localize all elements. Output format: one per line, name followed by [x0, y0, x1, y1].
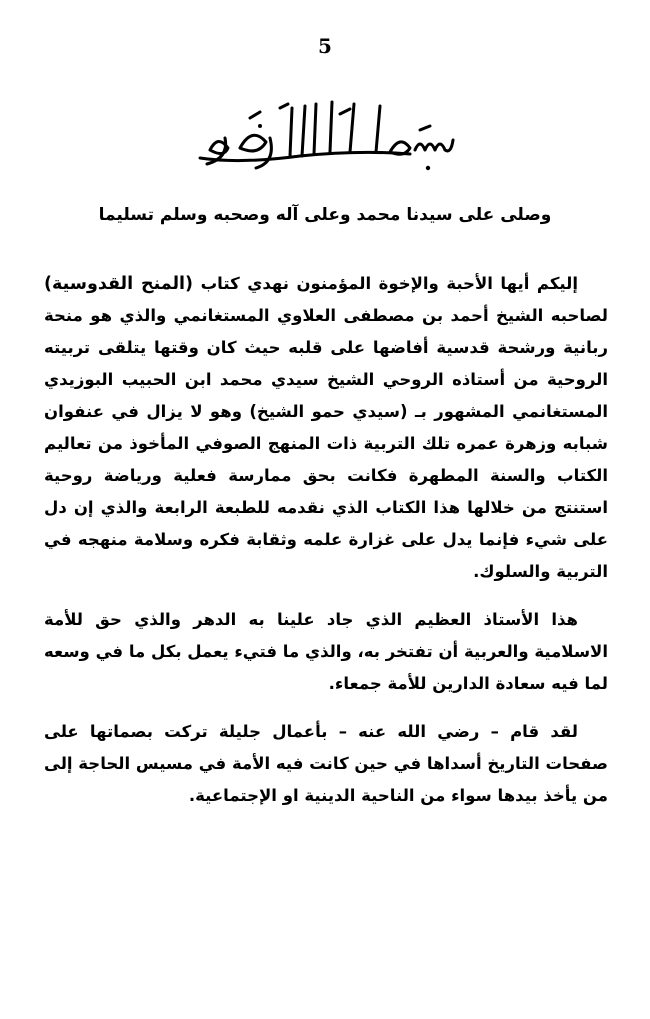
page-number: 5 — [318, 34, 332, 58]
body-text — [44, 268, 608, 828]
paragraph-1-rest: لصاحبه الشيخ أحمد بن مصطفى العلاوي المستغانمي والذي هو منحة ربانية ورشحة قدسية أفاضها على قلبه حيث كان وقتها يتلقى تربيته الروحية من أستاذه الروحي الشيخ سيدي محمد ابن الحبيب البوزيدي المستغانمي المشهور بـ (سيدي حمو الشيخ) وهو لا يزال في عنفوان شبابه وزهرة عمره تلك التربية ذات المنهج الصوفي المأخوذ من تعاليم الكتاب والسنة المطهرة فكانت بحق ممارسة فعلية ورياضة روحية استنتج من خلالها هذا الكتاب الذي نقدمه للطبعة الرابعة والذي إن دل على شيء فإنما يدل على غزارة علمه وثقابة فكره وسلامة منهجه في التربية والسلوك. — [44, 306, 608, 581]
paragraph-1-start: إليكم أيها الأحبة والإخوة المؤمنون نهدي كتاب — [193, 274, 578, 293]
book-title: (المنح القدوسية) — [44, 274, 194, 294]
paragraph-3: لقد قام – رضي الله عنه – بأعمال جليلة تركت بصماتها على صفحات التاريخ أسداها في حين كانت فيه الأمة في مسيس الحاجة إلى من يأخذ بيدها سواء من الناحية الدينية او الإجتماعية. — [44, 722, 608, 805]
paragraph-2: هذا الأستاذ العظيم الذي جاد علينا به الدهر والذي حق للأمة الاسلامية والعربية أن تفتخر به، والذي ما فتيء يعمل بكل ما في وسعه لما فيه سعادة الدارين للأمة جمعاء. — [44, 610, 608, 693]
paragraph-1 — [44, 268, 608, 588]
salutation-line: وصلى على سيدنا محمد وعلى آله وصحبه وسلم تسليما — [98, 205, 552, 225]
basmala-calligraphy — [180, 78, 470, 178]
